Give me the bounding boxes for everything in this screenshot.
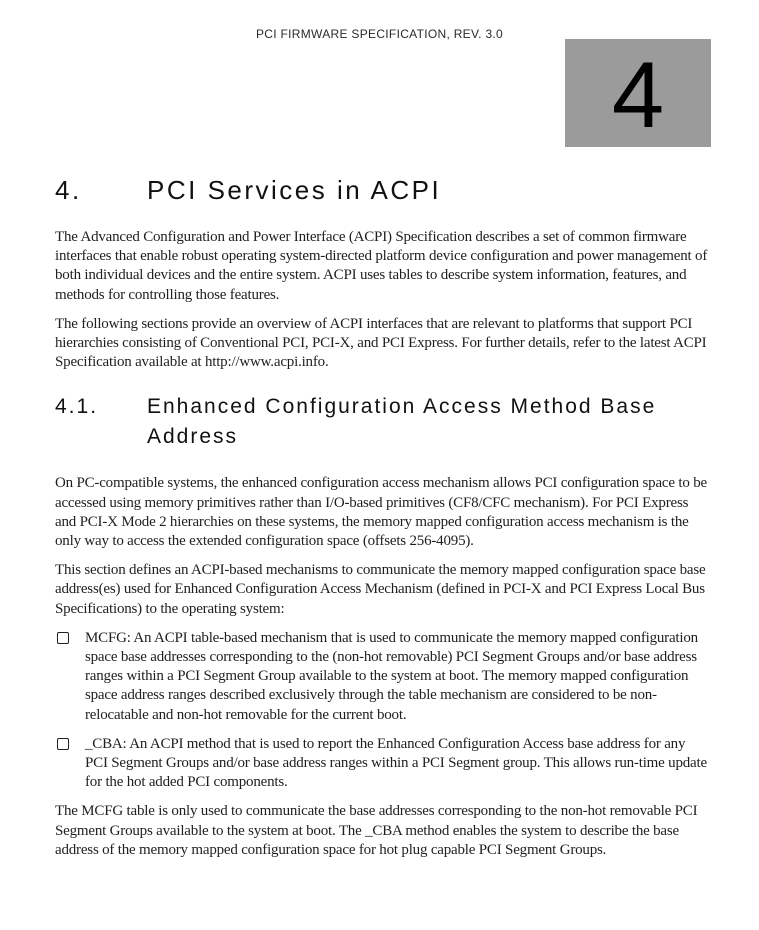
paragraph-acpi-overview: The Advanced Configuration and Power Interface (ACPI) Specification describes a set of common firmware interfaces that enable robust operating system-directed platform device configuration and power management of both individual devices and the entire system. ACPI uses tables to describe system information, features, and methods for controlling those features. — [55, 229, 708, 303]
paragraph-mcfg-summary: The MCFG table is only used to communicate the base addresses corresponding to the non-hot removable PCI Segment Groups available to the system at boot. The _CBA method enables the system to describe the base address of the memory mapped configuration space for hot plug capable PCI Segment Groups. — [55, 803, 698, 858]
chapter-heading-title: PCI Services in ACPI — [147, 175, 442, 205]
chapter-heading-number: 4. — [55, 175, 82, 205]
paragraph-sections-overview: The following sections provide an overview of ACPI interfaces that are relevant to platforms that support PCI hierarchies consisting of Conventional PCI, PCI-X, and PCI Express. For further details, refer to the latest ACPI Specification available at http://www.acpi.info. — [55, 315, 707, 371]
bullet-text-mcfg: MCFG: An ACPI table-based mechanism that is used to communicate the memory mapped configuration space base addresses corresponding to the (non-hot removable) PCI Segment Groups and/or base address ranges within a PCI Segment Group available to the system at boot. The memory mapped configuration space address ranges described exclusively through the table mechanism are considered to be non-relocatable and non-hot removable for the current boot. — [85, 629, 698, 723]
section-heading-4-1 — [55, 392, 708, 452]
checkbox-bullet-icon — [57, 632, 69, 644]
chapter-heading — [55, 176, 708, 204]
paragraph-pc-compatible: On PC-compatible systems, the enhanced configuration access mechanism allows PCI configuration space to be accessed using memory primitives rather than I/O-based primitives (CF8/CFC mechanism). For PCI Express and PCI-X Mode 2 hierarchies on these systems, the memory mapped configuration access mechanism is the only way to access the extended configuration space (offsets 256-4095). — [55, 475, 707, 550]
section-heading-number: 4.1. — [55, 395, 99, 419]
chapter-number: 4 — [611, 42, 665, 147]
checkbox-bullet-icon — [57, 738, 69, 750]
bullet-item-mcfg — [55, 629, 708, 725]
paragraph-section-defines: This section defines an ACPI-based mechanisms to communicate the memory mapped configuration space base address(es) used for Enhanced Configuration Access Mechanism (defined in PCI-X and PCI Express Local Bus Specifications) to the operating system: — [55, 562, 706, 617]
chapter-number-badge — [565, 39, 711, 147]
bullet-text-cba: _CBA: An ACPI method that is used to report the Enhanced Configuration Access base address for any PCI Segment Groups and/or base address ranges within a PCI Segment group. This allows run-time update for the hot added PCI components. — [85, 735, 707, 791]
bullet-item-cba — [55, 735, 708, 793]
section-heading-title: Enhanced Configuration Access Method Base Address — [147, 395, 657, 449]
running-header: PCI FIRMWARE SPECIFICATION, REV. 3.0 — [255, 27, 504, 41]
page-content — [55, 176, 708, 870]
